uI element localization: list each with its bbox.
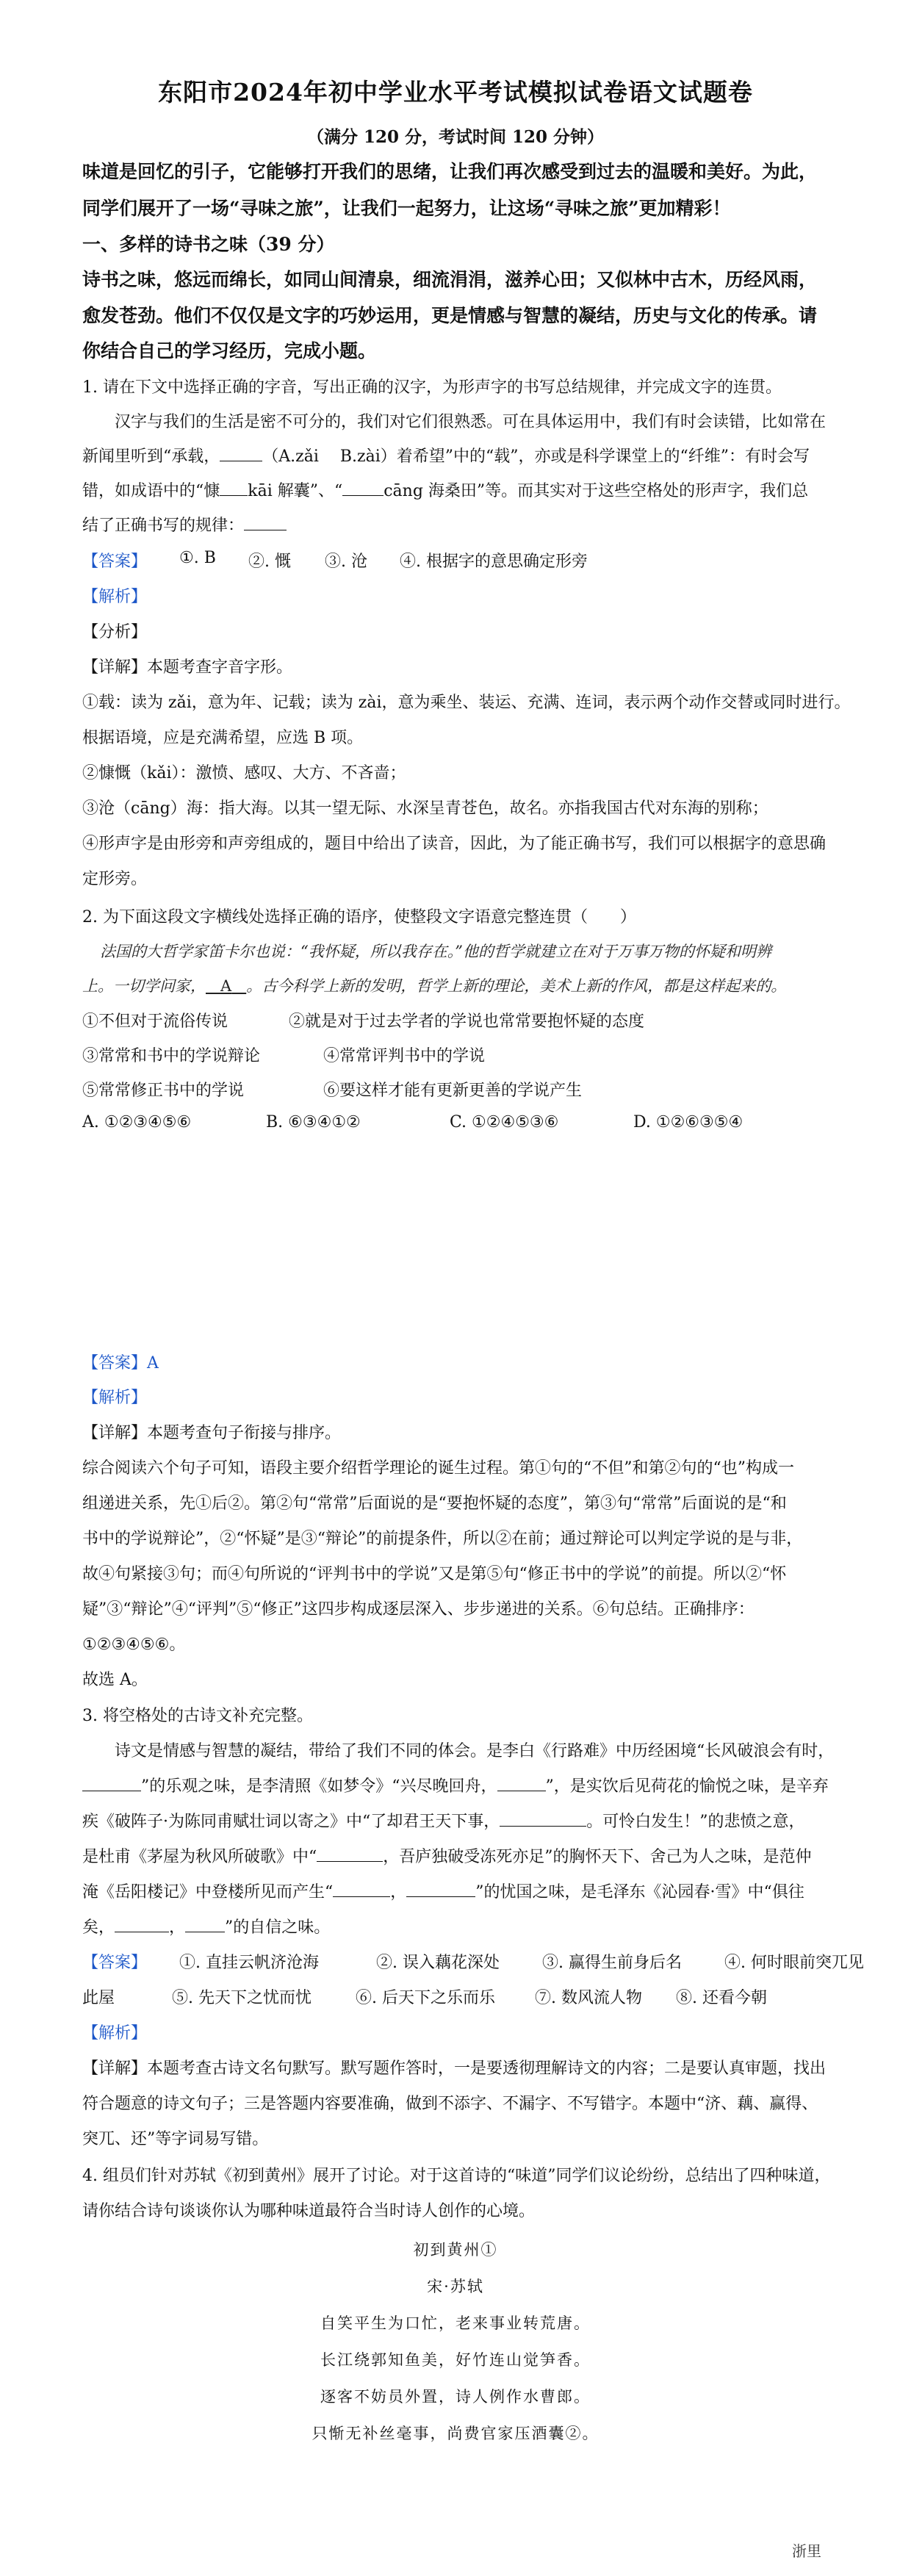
poem-line-1: 自笑平生为口忙，老来事业转荒唐。 xyxy=(320,2314,591,2332)
q1-detail-5: ④形声字是由形旁和声旁组成的，题目中给出了读音，因此，为了能正确书写，我们可以根据字的意思确 xyxy=(82,835,827,853)
q3-stem: 3. 将空格处的古诗文补充完整。 xyxy=(82,1707,313,1725)
q2-stem: 2. 为下面这段文字横线处选择正确的语序，使整段文字语意完整连贯（ ） xyxy=(82,908,636,927)
q2-explain-1: 综合阅读六个句子可知，语段主要介绍哲学理论的诞生过程。第①句的“不但”和第②句的“也”构成一 xyxy=(82,1459,794,1478)
q1-stem: 1. 请在下文中选择正确的字音，写出正确的汉字，为形声字的书写总结规律，并完成文字的连贯。 xyxy=(82,378,782,397)
q4-stem-1: 4. 组员们针对苏轼《初到黄州》展开了讨论。对于这首诗的“味道”同学们议论纷纷，总结出了四种味道， xyxy=(82,2167,831,2185)
q3-answer-4: ④. 何时眼前突兀见 xyxy=(724,1954,864,1972)
intro-line-2: 同学们展开了一场“寻味之旅”，让我们一起努力，让这场“寻味之旅”更加精彩！ xyxy=(82,198,731,219)
q1-detail-6: 定形旁。 xyxy=(82,870,148,888)
q2-option-3: ③常常和书中的学说辩论 xyxy=(82,1047,261,1065)
poem-author: 宋·苏轼 xyxy=(427,2278,484,2295)
q3-blank-6[interactable] xyxy=(406,1879,475,1897)
q3-blank-4[interactable] xyxy=(317,1844,383,1862)
q2-choice-a[interactable]: A. ①②③④⑤⑥ xyxy=(82,1113,192,1132)
q1-passage-4: 结了正确书写的规律： xyxy=(82,513,287,536)
q2-choice-b[interactable]: B. ⑥③④①② xyxy=(266,1113,361,1132)
q2-passage-1: 法国的大哲学家笛卡尔也说：“我怀疑，所以我存在。”他的哲学就建立在对于万事万物的怀疑和明辨 xyxy=(100,943,771,960)
q1-answer-3: ③. 沧 xyxy=(325,553,367,571)
q3-jiexi-tag: 【解析】 xyxy=(82,2024,148,2043)
q1-fenxi-tag: 【分析】 xyxy=(82,623,148,641)
q2-passage-2: 上。一切学问家， A 。古今科学上新的发明，哲学上新的理论，美术上新的作风，都是这样起来的。 xyxy=(82,977,787,995)
q1-detail-4: ③沧（cāng）海：指大海。以其一望无际、水深呈青苍色，故名。亦指我国古代对东海的别称； xyxy=(82,799,768,818)
q3-passage-2: ”的乐观之味，是李清照《如梦令》“兴尽晚回舟， ”，是实饮后见荷花的愉悦之味，是辛弃 xyxy=(82,1774,829,1796)
q1-jiexi-tag: 【解析】 xyxy=(82,588,148,606)
q2-conclusion: 故选 A。 xyxy=(82,1671,148,1689)
poem-line-2: 长江绕郭知鱼美，好竹连山觉笋香。 xyxy=(320,2351,591,2369)
q1-answer-1: ①. B xyxy=(179,549,216,567)
q3-blank-1[interactable] xyxy=(82,1774,141,1791)
q2-choice-c[interactable]: C. ①②④⑤③⑥ xyxy=(450,1113,559,1132)
q2-explain-4: 故④句紧接③句；而④句所说的“评判书中的学说”又是第⑤句“修正书中的学说”的前提。所以②“怀 xyxy=(82,1565,787,1583)
q3-blank-2[interactable] xyxy=(497,1774,546,1791)
q3-blank-7[interactable] xyxy=(115,1915,169,1932)
q2-answer: 【答案】A xyxy=(82,1354,159,1372)
q1-answer-2: ②. 慨 xyxy=(248,553,291,571)
q3-answer-8: ⑧. 还看今朝 xyxy=(676,1989,767,2007)
q1-passage-2: 新闻里听到“承载， （A.zǎi B.zài）着希望”中的“载”，亦或是科学课堂上的“纤维”：有时会写 xyxy=(82,444,810,467)
q2-blank-answer: A xyxy=(220,977,232,995)
answer-tag: 【答案】 xyxy=(82,553,148,571)
page-title: 东阳市2024年初中学业水平考试模拟试卷语文试题卷 xyxy=(158,78,753,107)
q2-jiexi-tag: 【解析】 xyxy=(82,1389,148,1407)
q1-detail-2: 根据语境，应是充满希望，应选 B 项。 xyxy=(82,729,364,747)
q3-passage-6: 矣， ， ”的自信之味。 xyxy=(82,1915,330,1938)
q1-xiangjie: 【详解】本题考查字音字形。 xyxy=(82,658,293,677)
q4-stem-2: 请你结合诗句谈谈你认为哪种味道最符合当时诗人创作的心境。 xyxy=(82,2202,536,2220)
section-heading: 一、多样的诗书之味（39 分） xyxy=(82,234,335,255)
q3-passage-5: 淹《岳阳楼记》中登楼所见而产生“ ， ”的忧国之味，是毛泽东《沁园春·雪》中“俱往 xyxy=(82,1879,804,1902)
q1-blank-2[interactable] xyxy=(220,478,248,496)
q3-passage-3: 疾《破阵子·为陈同甫赋壮词以寄之》中“了却君王天下事， 。可怜白发生！”的悲愤之意， xyxy=(82,1809,805,1832)
q2-xiangjie: 【详解】本题考查句子衔接与排序。 xyxy=(82,1424,342,1442)
q3-blank-3[interactable] xyxy=(500,1809,586,1827)
q1-blank-4[interactable] xyxy=(244,513,287,530)
q3-answer-3: ③. 赢得生前身后名 xyxy=(542,1954,682,1972)
q1-detail-3: ②慷慨（kǎi）：激愤、感叹、大方、不吝啬； xyxy=(82,764,406,782)
q1-answer-4: ④. 根据字的意思确定形旁 xyxy=(400,553,588,571)
q3-answer-6: ⑥. 后天下之乐而乐 xyxy=(356,1989,495,2007)
q1-blank-1[interactable] xyxy=(220,444,262,461)
q1-blank-3[interactable] xyxy=(342,478,384,496)
footer-region: 浙里 xyxy=(792,2542,821,2560)
q2-explain-5: 疑”③“辩论”④“评判”⑤“修正”这四步构成逐层深入、步步递进的关系。⑥句总结。正确排序： xyxy=(82,1600,755,1619)
q1-passage-1: 汉字与我们的生活是密不可分的，我们对它们很熟悉。可在具体运用中，我们有时会读错，比如常在 xyxy=(115,413,827,431)
q3-explain-2: 符合题意的诗文句子；三是答题内容要准确，做到不添字、不漏字、不写错字。本题中“济、藕、赢得、 xyxy=(82,2095,818,2113)
q3-answer-row-1 xyxy=(82,1950,890,1972)
page-subtitle: （满分 120 分，考试时间 120 分钟） xyxy=(306,127,605,147)
intro-line-1: 味道是回忆的引子，它能够打开我们的思绪，让我们再次感受到过去的温暖和美好。为此， xyxy=(82,161,818,182)
poem-title: 初到黄州① xyxy=(413,2241,498,2259)
q2-choice-d[interactable]: D. ①②⑥③⑤④ xyxy=(633,1113,743,1132)
q3-explain-3: 突兀、还”等字词易写错。 xyxy=(82,2130,269,2148)
q2-option-6: ⑥要这样才能有更新更善的学说产生 xyxy=(323,1082,583,1100)
answer-tag: 【答案】 xyxy=(82,1954,148,1972)
q2-option-1: ①不但对于流俗传说 xyxy=(82,1012,228,1031)
q3-blank-8[interactable] xyxy=(185,1915,225,1932)
q3-answer-4-cont: 此屋 xyxy=(82,1989,115,2007)
q2-explain-3: 书中的学说辩论”，②“怀疑”是③“辩论”的前提条件，所以②在前；通过辩论可以判定学说的是与非， xyxy=(82,1530,803,1548)
poem-line-3: 逐客不妨员外置，诗人例作水曹郎。 xyxy=(320,2388,591,2406)
q1-passage-3: 错，如成语中的“慷 kāi 解囊”、“ cāng 海桑田”等。而其实对于这些空格处的形声字，我们总 xyxy=(82,478,808,501)
poem-line-4: 只惭无补丝毫事，尚费官家压酒囊②。 xyxy=(312,2425,599,2442)
q3-answer-row-2 xyxy=(82,1985,890,2007)
q2-option-2: ②就是对于过去学者的学说也常常要抱怀疑的态度 xyxy=(289,1012,645,1031)
q3-answer-1: ①. 直挂云帆济沧海 xyxy=(179,1954,319,1972)
q3-answer-5: ⑤. 先天下之忧而忧 xyxy=(172,1989,312,2007)
q3-passage-4: 是杜甫《茅屋为秋风所破歌》中“ ，吾庐独破受冻死亦足”的胸怀天下、舍己为人之味，是范仲 xyxy=(82,1844,812,1867)
section-desc-2: 愈发苍劲。他们不仅仅是文字的巧妙运用，更是情感与智慧的凝结，历史与文化的传承。请 xyxy=(82,305,818,326)
section-desc-3: 你结合自己的学习经历，完成小题。 xyxy=(82,340,377,361)
q2-explain-2: 组递进关系，先①后②。第②句“常常”后面说的是“要抱怀疑的态度”，第③句“常常”后面说的是“和 xyxy=(82,1494,787,1513)
q1-answer-row xyxy=(82,549,890,571)
q1-detail-1: ①载：读为 zǎi，意为年、记载；读为 zài，意为乘坐、装运、充满、连词，表示两个动作交替或同时进行。 xyxy=(82,694,851,712)
q3-explain-1: 【详解】本题考查古诗文名句默写。默写题作答时，一是要透彻理解诗文的内容；二是要认真审题，找出 xyxy=(82,2059,827,2078)
q3-answer-7: ⑦. 数风流人物 xyxy=(535,1989,642,2007)
q2-option-5: ⑤常常修正书中的学说 xyxy=(82,1082,245,1100)
q3-passage-1: 诗文是情感与智慧的凝结，带给了我们不同的体会。是李白《行路难》中历经困境“长风破浪会有时， xyxy=(115,1742,835,1760)
q2-explain-6: ①②③④⑤⑥。 xyxy=(82,1636,186,1654)
q3-answer-2: ②. 误入藕花深处 xyxy=(376,1954,500,1972)
q2-option-4: ④常常评判书中的学说 xyxy=(323,1047,486,1065)
section-desc-1: 诗书之味，悠远而绵长，如同山间清泉，细流涓涓，滋养心田；又似林中古木，历经风雨， xyxy=(82,269,818,290)
q3-blank-5[interactable] xyxy=(333,1879,390,1897)
